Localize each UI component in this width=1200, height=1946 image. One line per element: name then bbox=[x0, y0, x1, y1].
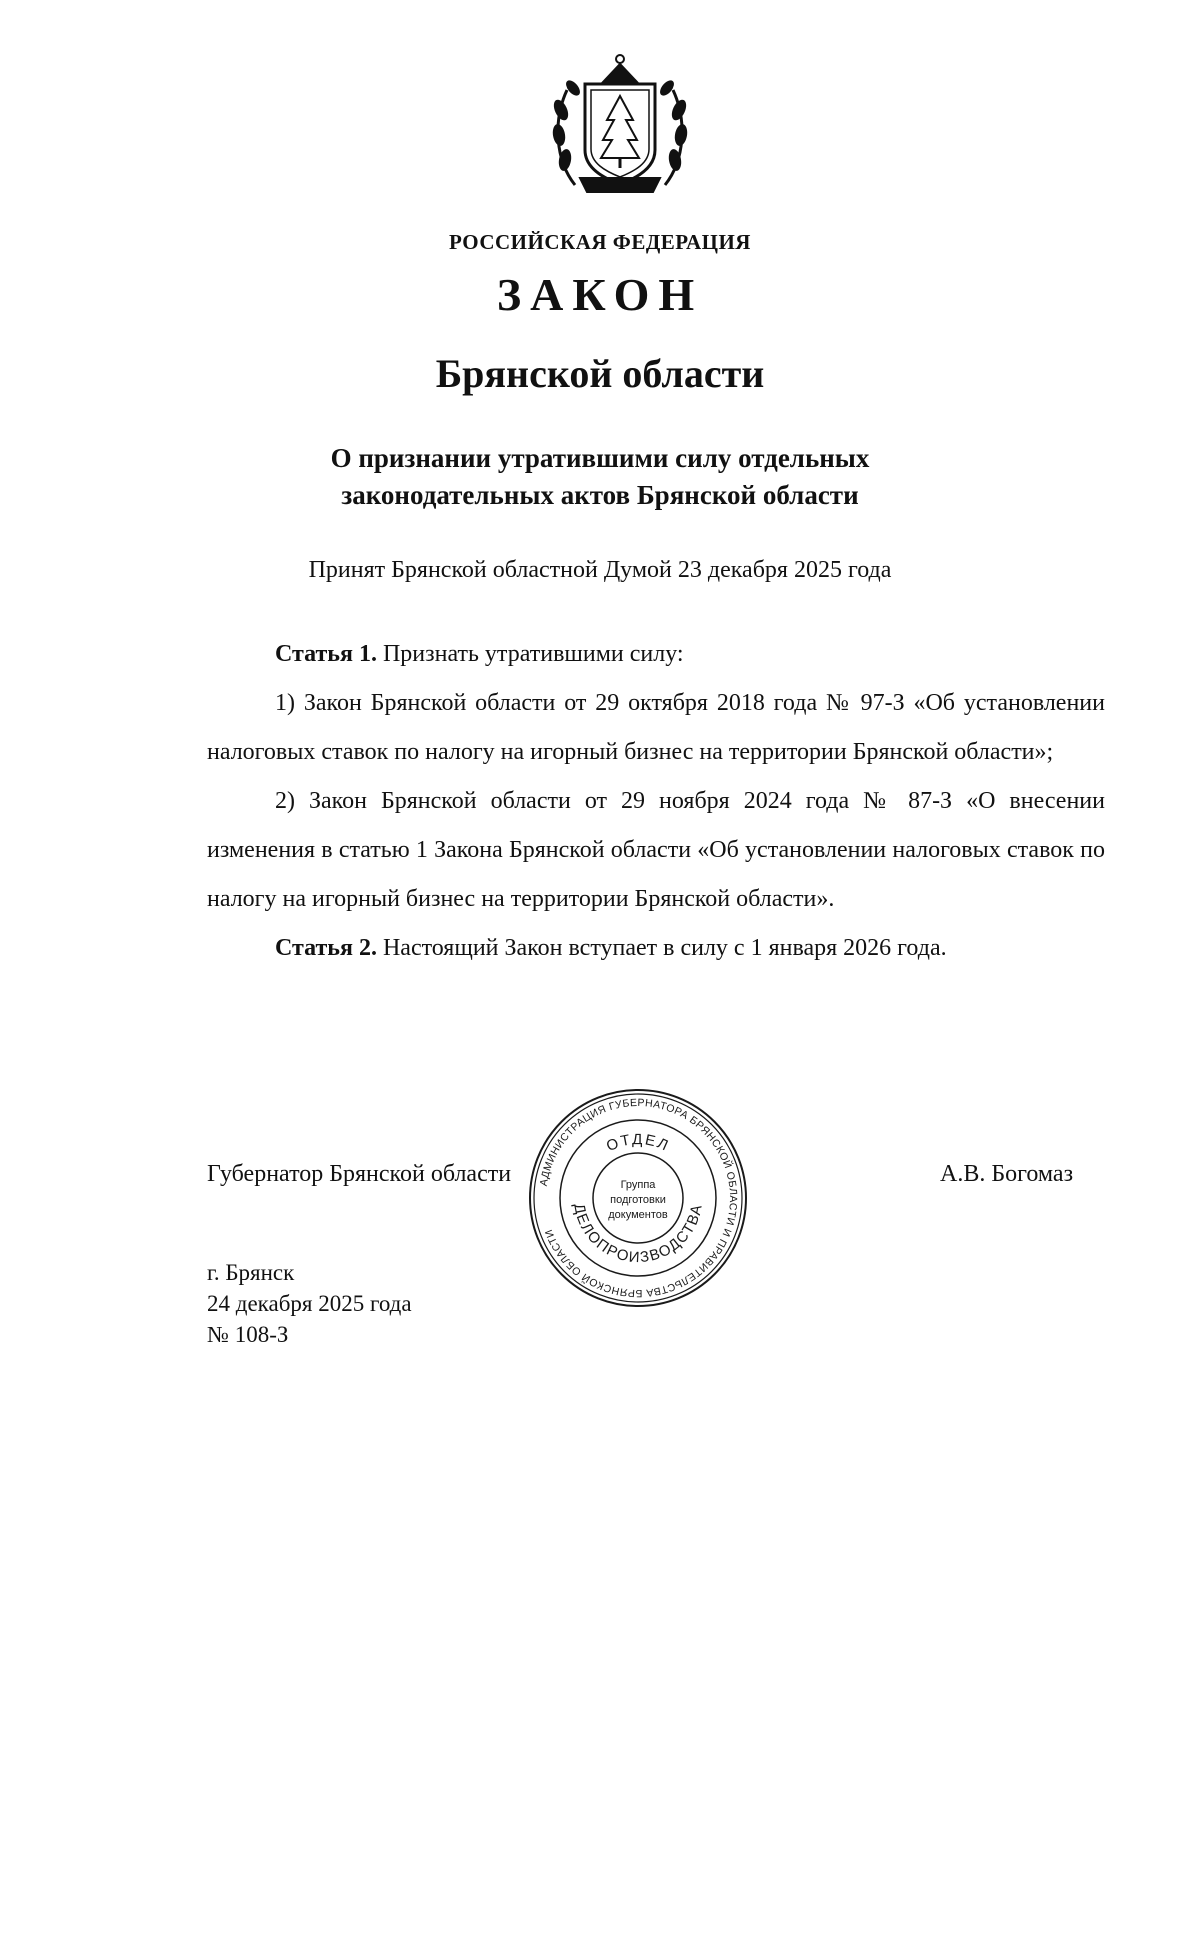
article-1-label: Статья 1. bbox=[275, 641, 377, 667]
article-1-item-2: 2) Закон Брянской области от 29 ноября 2024 года № 87-З «О внесении изменения в статью 1 Закона Брянской области «Об установлении налоговых ставок по налогу на игорный бизнес на территории Брянской области». bbox=[207, 788, 1105, 912]
document-footer bbox=[207, 1257, 412, 1350]
federation-heading: РОССИЙСКАЯ ФЕДЕРАЦИЯ bbox=[449, 230, 751, 254]
article-2-label: Статья 2. bbox=[275, 935, 377, 961]
official-stamp bbox=[527, 1087, 749, 1309]
article-1-item-1: 1) Закон Брянской области от 29 октября 2018 года № 97-З «Об установлении налоговых ставок по налогу на игорный бизнес на территории Брянской области»; bbox=[207, 690, 1105, 765]
stamp-center-line-1: Группа bbox=[620, 1179, 656, 1191]
document-type-heading: ЗАКОН bbox=[496, 269, 704, 320]
place-of-signing: г. Брянск bbox=[207, 1260, 295, 1285]
signing-date: 24 декабря 2025 года bbox=[207, 1291, 412, 1316]
law-body bbox=[207, 630, 1105, 973]
governor-name: А.В. Богомаз bbox=[940, 1161, 1074, 1187]
article-2-text: Настоящий Закон вступает в силу с 1 января 2026 года. bbox=[376, 935, 947, 961]
article-1 bbox=[207, 630, 1105, 679]
region-heading: Брянской области bbox=[435, 351, 765, 396]
adoption-note: Принят Брянской областной Думой 23 декабря 2025 года bbox=[308, 557, 892, 583]
law-subject-line-2: законодательных актов Брянской области bbox=[341, 480, 859, 510]
stamp-ring-text: ДЕЛОПРОИЗВОДСТВА bbox=[570, 1202, 706, 1267]
governor-title: Губернатор Брянской области bbox=[207, 1161, 512, 1187]
law-subject-line-1: О признании утратившими силу отдельных bbox=[330, 443, 870, 473]
article-2 bbox=[207, 924, 1105, 973]
law-number: № 108-З bbox=[207, 1322, 289, 1347]
stamp-outer-text: АДМИНИСТРАЦИЯ ГУБЕРНАТОРА БРЯНСКОЙ ОБЛАСТИ И ПРАВИТЕЛЬСТВА БРЯНСКОЙ ОБЛАСТИ bbox=[537, 1096, 740, 1300]
stamp-center-line-3: документов bbox=[608, 1209, 668, 1221]
coat-of-arms-emblem bbox=[545, 50, 695, 200]
svg-text:ОТДЕЛ bbox=[604, 1131, 672, 1155]
law-subject-title bbox=[0, 440, 1200, 514]
article-1-text: Признать утратившими силу: bbox=[376, 641, 684, 667]
stamp-center-line-2: подготовки bbox=[610, 1194, 666, 1206]
stamp-department-text: ОТДЕЛ bbox=[603, 1131, 673, 1156]
